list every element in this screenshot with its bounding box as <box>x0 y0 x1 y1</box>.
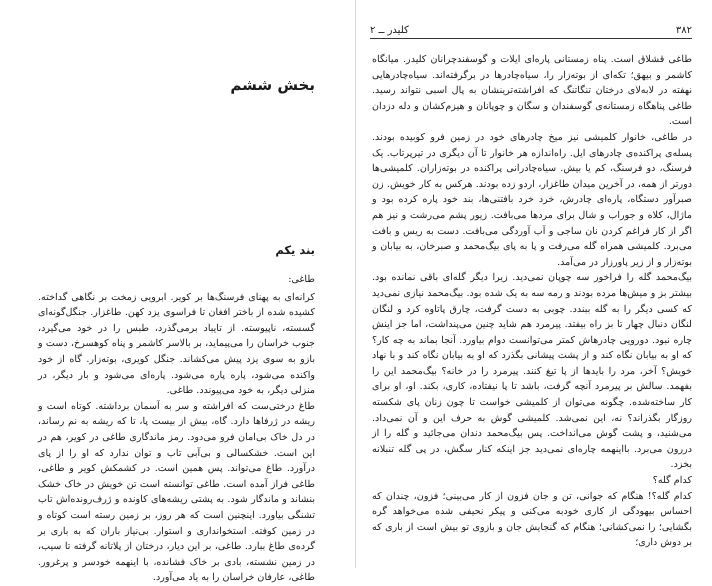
right-paragraph-3: بیگ‌محمد گله را فراخور سه چوپان نمی‌دید. زیرا دیگر گله‌ای باقی نمانده بود. بیشتر بز و میش‌ها مرده بودند و رمه سه به یک شده بود. بیگ‌محمد نیازی نمی‌دید که کسی دیگر را به گله ببندد. چوبی به دست گرفت، چارق پاتاوه کرد و لنگان لنگان دنبال چهار تا بز راه بیفتد. پیرمرد هم شاید چنین می‌پنداشت، اما جز اینش چاره نبود. دورویی چادرهاش کمتر می‌توانست دوام بیاورد. آنجا بماند به چه کار؟ که او به بیابان نگاه کند و از پشت پیشانی بگذرد که او به بیابان نگاه کند و با نهاد خویش؟ آخر، مرد را بایدها از پا تیغ کنند. پیرمرد را در خانه؟ بیگ‌محمد این را بفهمد. سالش بر پیرمرد آنچه گرفت، باشد تا پا نیفتاده، کاری، بکند. او، او برای کار ساخته‌شده. چگونه می‌توان از کلمیشی خواست تا چون زنان پای شکسته روزگار بگذراند؟ نه، این نمی‌شد. کلمیشی گوش به حرف این و آن نمی‌داد. می‌شنید، و پشت گوش می‌انداخت. پس بیگ‌محمد دندان می‌جائید و گله را از دررون می‌برد. بااینهمه چاره‌ای نمی‌دید جز اینکه کنار سگش، در پی گله تنبلانه بخزد. <box>372 272 692 471</box>
left-paragraph-2: طاغ درختی‌ست که افراشته و سر به آسمان برداشته. کوتاه است و ریشه در ژرفاها دارد. گاه، بیش از بیست پا، تا که ریشه به نم رساند، در دل خاک بی‌امان فرو می‌دود. رمز ماندگاری طاغی در کویر، هم در این است. خشکسالی و بی‌آبی تاب و توان ندارد که او را از پای درآورد. طاغ می‌تواند. پس همین است. در کشمکش کویر و طاغی، طاغی فراز آمده است. طاغی توانسته است تن خویش در خاک خشک بنشاند و ماندگار شود. به پشتی ریشه‌های کاونده و ژرف‌رونده‌اش تاب تشنگی بیاورد. اینچنین است که هر روز، بر زمین رسته است کوتاه و در زمین کوفته. استخوانداری و استوار. بی‌نیاز باران که به باری بر گرده‌ی طاغ ببارد. طاغی، بر این دیار، درختان از پلاتانه گرفته تا سیب، در زمین نشسته، بادی بر خاک فشانده، با اینهمه خودسر و پرغرور. طاغی، عارفان خراسان را به یاد می‌آورد. <box>38 400 315 584</box>
left-paragraph-1: کرانه‌ای به پهنای فرسنگ‌ها بر کویر. ابرویی زمخت بر نگاهی گداخته. کشیده شده از باختر افغان تا فراسوی یزد کهن. طاغزار. جنگل‌گونه‌ای گسسته، ناپیوسته. از تایباد برمی‌گذرد، طبس را در خود می‌گیرد، جنوب خراسان را می‌پیماید، بر بالاسر کاشمر و پناه کوهسرخ، دست و بازو به سوی یزد پیش می‌کشاند. جنگل کویری، بوته‌زار. گاه از خود واکنده می‌شود، پاره پاره می‌شود. پاره‌ای می‌شود و بار دیگر، در منزلی دیگر، به خود می‌پیوندد. طاغی. <box>38 291 315 397</box>
left-page <box>0 0 356 584</box>
paragraph-label: طاغی: <box>288 274 315 285</box>
section-title: بخش ششم <box>230 76 315 94</box>
right-page <box>356 0 712 568</box>
left-page-body <box>38 272 315 586</box>
running-title: کلیدر ــ ۲ <box>370 25 409 36</box>
running-head <box>370 22 692 39</box>
right-paragraph-1: طاغی قشلاق است. پناه زمستانی پاره‌ای ایلات و گوسفندچرانان کلیدر. میانگاه کاشمر و بیهق؛ تکه‌ای از بوته‌زار را، سیاه‌چادرها در برگرفته‌اند. سیاه‌چادرهایی نهفته در لابه‌لای درختان تنگاتنگ که افراشته‌ترینشان به پال اسبی نتواند رسید. طاغی پناهگاه زمستانه‌ی گوسفندان و سگان و چوپانان و هیزم‌کشان و دله دزدان است. <box>372 54 692 128</box>
right-paragraph-4: کدام گله؟ <box>652 475 692 487</box>
right-page-body <box>372 52 692 551</box>
page-number: ۳۸۲ <box>675 25 692 36</box>
right-paragraph-5: کدام گله؟! هنگام که جوانی، تن و جان فزون از کار می‌بینی؛ فزون، چندان که احساس بیهودگی از کاری خودبه می‌کنی و پیکر نحیفی شده می‌خواهد گره بگشایی؛ را نمی‌کشانی؛ هنگام که گنجایش جان و بازوی تو بیش است از باری که بر دوش داری؛ <box>372 490 692 549</box>
subsection-heading: بند یکم <box>275 243 315 257</box>
right-paragraph-2: در طاغی، خانوار کلمیشی نیز میخ چادرهای خود در زمین فرو کوبیده بودند. پسله‌ی پراکنده‌ی چادرهای ایل. راه‌اندازه هر خانوار تا آن دیگری در تیرپرتاب. یک فرسنگ، دو فرسنگ، کم یا بیش. سیاه‌چادرانی پراکنده در بوته‌زاران. کلمیشی‌ها دورتر از همه، در آخرین میدان طاغزار، اردو زده بودند. هرکس به کار خویش. زن صبرآور دستگاه، پاره‌ای چادرش، خرد خرد بافتنی‌ها، بند خود پاره کرده بود و ماژال، کلاه و جوراب و شال برای مردها می‌بافت. زیور پشم می‌رشت و نیز هم اگر از کار فراغم کردن نان ساجی و آب آوردگی می‌بافت. دست به ریس و بافت می‌برد. کلمیشی همراه گله می‌رفت و پا به پای بیگ‌محمد و صبرخان، به بیابان و بوته‌زار و از زیر پاورزار در می‌آمد. <box>372 131 692 268</box>
